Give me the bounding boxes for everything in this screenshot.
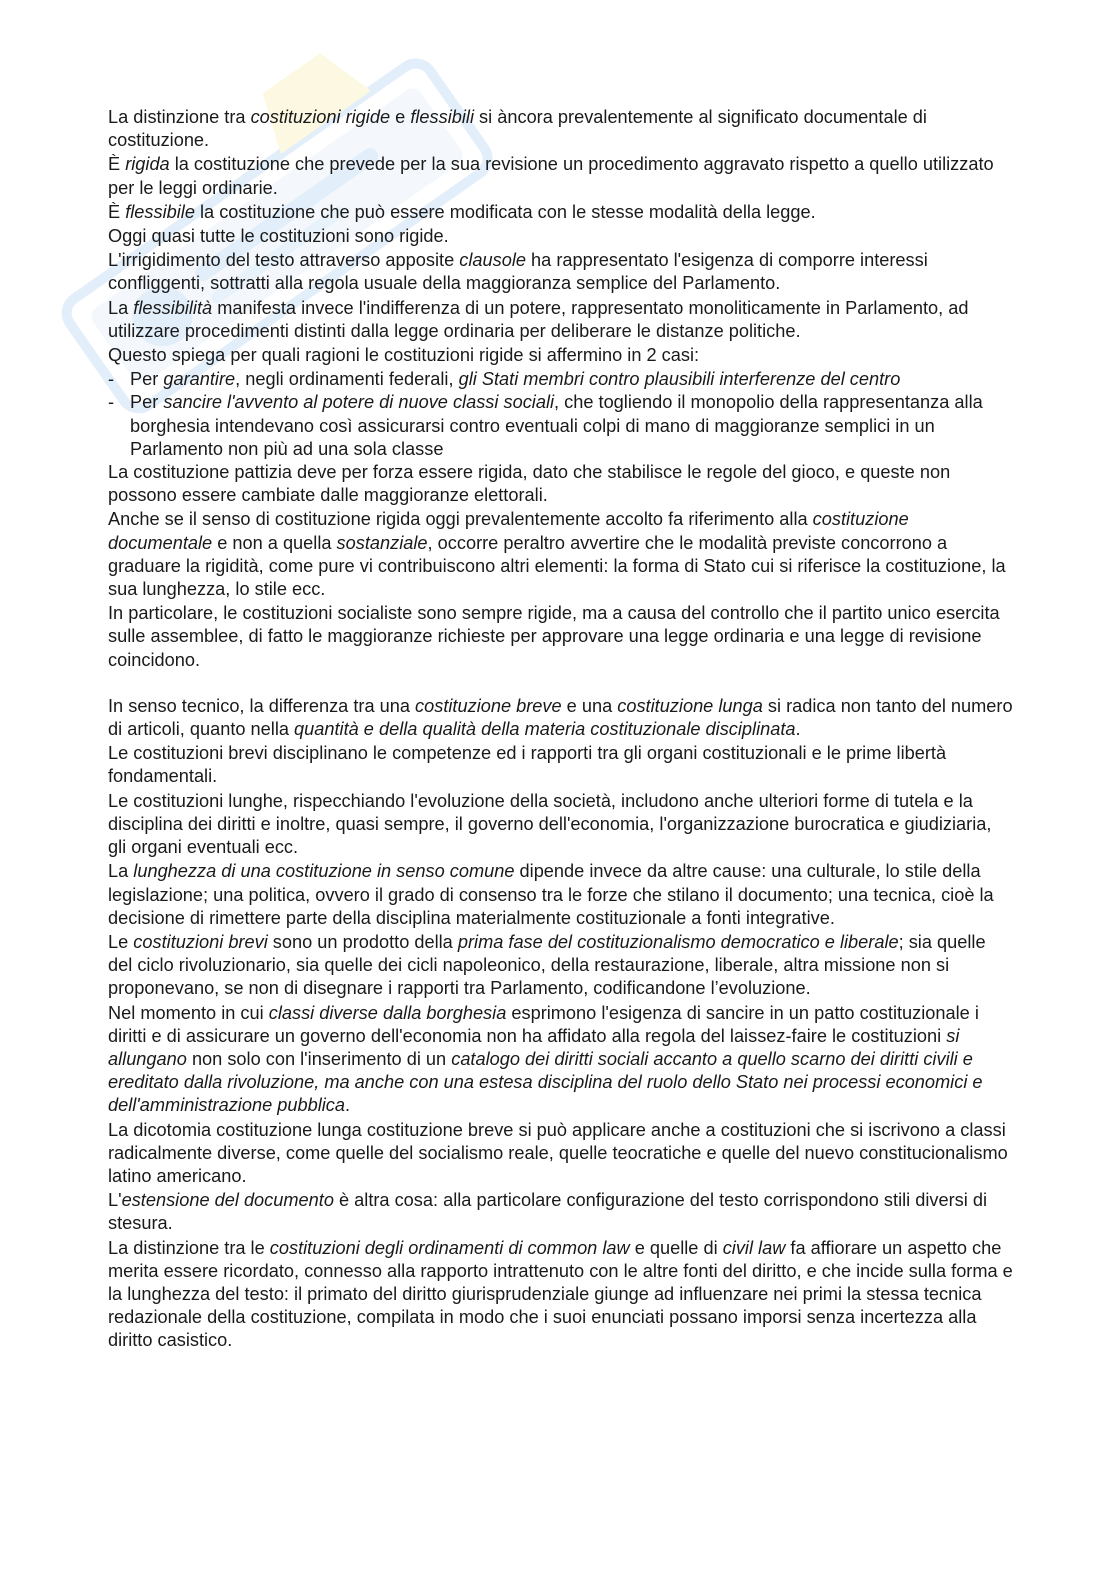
emphasis-text: flessibile xyxy=(125,201,195,222)
text-run: Per xyxy=(130,369,164,390)
text-run: , negli ordinamenti federali, xyxy=(235,369,459,390)
emphasis-text: sancire l'avvento al potere di nuove classi sociali xyxy=(163,392,555,413)
paragraph xyxy=(108,742,1014,788)
paragraph xyxy=(108,695,1014,741)
section-pact-constitution xyxy=(108,461,1014,672)
text-run: , occorre peraltro avvertire che le modalità previste concorrono a graduare la rigidità, come pure vi contribuiscono altri elementi: la forma di Stato cui si riferisce la costituzione, la sua lunghezza, lo stile ecc. xyxy=(108,532,1006,600)
emphasis-text: flessibilità xyxy=(133,297,213,318)
text-run: e quelle di xyxy=(629,1237,723,1258)
text-run: non solo con l'inserimento di un xyxy=(186,1048,452,1069)
section-rigid-flexible xyxy=(108,106,1014,367)
paragraph xyxy=(108,249,1014,295)
emphasis-text: estensione del documento xyxy=(121,1190,334,1211)
text-run: esprimono l'esigenza di sancire in un patto costituzionale i diritti e di assicurare un governo dell'economia non ha affidato alla regola del laissez-faire le costituzioni xyxy=(108,1002,979,1046)
text-run: L' xyxy=(108,1190,122,1211)
emphasis-text: costituzione documentale xyxy=(108,509,909,553)
emphasis-text: gli Stati membri contro plausibili interferenze del centro xyxy=(458,369,901,390)
paragraph xyxy=(108,153,1014,199)
text-run: Le costituzioni brevi disciplinano le competenze ed i rapporti tra gli organi costituzionali e le prime libertà fondamentali. xyxy=(108,743,947,787)
text-run: È xyxy=(108,154,126,175)
emphasis-text: sostanziale xyxy=(336,532,428,553)
text-run: , che togliendo il monopolio della rappresentanza alla borghesia intendevano così assicurarsi contro eventuali colpi di mano di maggioranze semplici in un Parlamento non più ad una sola classe xyxy=(130,392,983,459)
paragraph xyxy=(108,931,1014,1001)
emphasis-text: clausole xyxy=(459,250,526,271)
text-run: La dicotomia costituzione lunga costituzione breve si può applicare anche a costituzioni che si iscrivono a classi radicalmente diverse, come quelle del socialismo reale, quelle teocratiche e quelle del nuevo constitucionalismo latino americano. xyxy=(108,1119,1008,1186)
text-run: sono un prodotto della xyxy=(267,931,458,952)
text-run: In particolare, le costituzioni socialiste sono sempre rigide, ma a causa del controllo che il partito unico esercita sulle assemblee, di fatto le maggioranze richieste per approvare una legge ordinaria e una legge di revisione coincidono. xyxy=(108,603,1000,670)
text-run: La xyxy=(108,861,134,882)
emphasis-text: costituzioni brevi xyxy=(133,931,268,952)
text-run: ; sia quelle del ciclo rivoluzionario, sia quelle dei cicli napoleonico, della restaurazione, liberale, altra missione non si proponevano, se non di disegnare i rapporti tra Parlamento, codificandone l’evoluzione. xyxy=(108,931,986,999)
emphasis-text: catalogo dei diritti sociali accanto a quello scarno dei diritti civili e ereditato dalla rivoluzione, ma anche con una estesa disciplina del ruolo dello Stato nei processi economici e dell'amministrazione pubblica xyxy=(108,1048,983,1116)
text-run: Per xyxy=(130,392,164,413)
text-run: . xyxy=(795,719,801,740)
paragraph xyxy=(108,1189,1014,1235)
paragraph xyxy=(108,1119,1014,1189)
text-run: si radica non tanto del numero di articoli, quanto nella xyxy=(108,695,1013,740)
text-run: L'irrigidimento del testo attraverso apposite xyxy=(108,250,460,271)
emphasis-text: flessibili xyxy=(410,107,474,127)
paragraph-gap xyxy=(108,673,1014,695)
text-run: Le costituzioni lunghe, rispecchiando l'evoluzione della società, includono anche ulteriori forme di tutela e la disciplina dei diritti e inoltre, quasi sempre, il governo dell'economia, l'organizzazione burocratica e giudiziaria, gli organi eventuali ecc. xyxy=(108,790,992,858)
emphasis-text: lunghezza di una costituzione in senso comune xyxy=(133,861,515,882)
emphasis-text: garantire xyxy=(163,369,236,390)
text-run: Oggi quasi tutte le costituzioni sono rigide. xyxy=(108,226,449,247)
emphasis-text: costituzione breve xyxy=(415,695,562,716)
text-run: Le xyxy=(108,931,134,952)
paragraph xyxy=(108,461,1014,507)
section-short-long xyxy=(108,695,1014,1353)
emphasis-text: rigida xyxy=(125,154,170,175)
dash-bullet: - xyxy=(108,369,115,390)
text-run: In senso tecnico, la differenza tra una xyxy=(108,695,416,716)
text-run: La xyxy=(108,297,134,318)
emphasis-text: si allungano xyxy=(108,1025,960,1069)
text-run: Anche se il senso di costituzione rigida oggi prevalentemente accolto fa riferimento alla xyxy=(108,509,813,530)
emphasis-text: quantità e della qualità della materia costituzionale disciplinata xyxy=(294,719,796,740)
text-run: La distinzione tra le xyxy=(108,1237,270,1258)
text-run: e xyxy=(390,107,411,127)
dash-bullet: - xyxy=(108,392,115,413)
text-run: ha rappresentato l'esigenza di comporre interessi confliggenti, sottratti alla regola usuale della maggioranza semplice del Parlamento. xyxy=(108,250,928,294)
paragraph xyxy=(108,860,1014,930)
paragraph xyxy=(108,201,1014,224)
emphasis-text: costituzione lunga xyxy=(617,695,763,716)
text-run: La distinzione tra xyxy=(108,107,251,127)
text-run: e una xyxy=(561,695,618,716)
paragraph xyxy=(108,297,1014,343)
emphasis-text: costituzioni rigide xyxy=(250,107,391,127)
emphasis-text: classi diverse dalla borghesia xyxy=(268,1002,507,1023)
document-body xyxy=(108,106,1014,1354)
list-item xyxy=(108,368,1014,391)
text-run: dipende invece da altre cause: una culturale, lo stile della legislazione; una politica, ovvero il grado di consenso tra le forze che stilano il documento; una tecnica, cioè la decisione di rimettere parte della disciplina materialmente costituzionale a fonti integrative. xyxy=(108,861,994,928)
list-item xyxy=(108,391,1014,461)
text-run: manifesta invece l'indifferenza di un potere, rappresentato monoliticamente in Parlamento, ad utilizzare procedimenti distinti dalla legge ordinaria per deliberare le distanze politiche. xyxy=(108,297,969,341)
text-run: la costituzione che può essere modificata con le stesse modalità della legge. xyxy=(194,201,816,222)
text-run: . xyxy=(345,1095,351,1116)
text-run: La costituzione pattizia deve per forza essere rigida, dato che stabilisce le regole del gioco, e queste non possono essere cambiate dalle maggioranze elettorali. xyxy=(108,462,951,506)
text-run: è altra cosa: alla particolare configurazione del testo corrispondono stili diversi di stesura. xyxy=(108,1190,988,1234)
emphasis-text: costituzioni degli ordinamenti di common law xyxy=(269,1237,630,1258)
paragraph xyxy=(108,106,1014,152)
text-run: e non a quella xyxy=(212,532,337,553)
text-run: Nel momento in cui xyxy=(108,1002,269,1023)
text-run: si àncora prevalentemente al significato documentale di costituzione. xyxy=(108,107,927,151)
paragraph xyxy=(108,508,1014,601)
text-run: Questo spiega per quali ragioni le costituzioni rigide si affermino in 2 casi: xyxy=(108,345,700,366)
paragraph xyxy=(108,602,1014,672)
text-run: la costituzione che prevede per la sua revisione un procedimento aggravato rispetto a quello utilizzato per le leggi ordinarie. xyxy=(108,154,994,198)
cases-list xyxy=(108,368,1014,461)
paragraph xyxy=(108,1002,1014,1118)
paragraph xyxy=(108,790,1014,860)
paragraph xyxy=(108,1237,1014,1353)
emphasis-text: prima fase del costituzionalismo democratico e liberale xyxy=(457,931,899,952)
paragraph xyxy=(108,344,1014,367)
text-run: fa affiorare un aspetto che merita essere ricordato, connesso alla rapporto intrattenuto con le altre fonti del diritto, e che incide sulla forma e la lunghezza del testo: il primato del diritto giurisprudenziale giunge ad influenzare nei primi la stessa tecnica redazionale della costituzione, compilata in modo che i suoi enunciati possano imporsi senza incertezza alla diritto casistico. xyxy=(108,1237,1013,1351)
paragraph xyxy=(108,225,1014,248)
text-run: È xyxy=(108,201,126,222)
emphasis-text: civil law xyxy=(722,1237,786,1258)
